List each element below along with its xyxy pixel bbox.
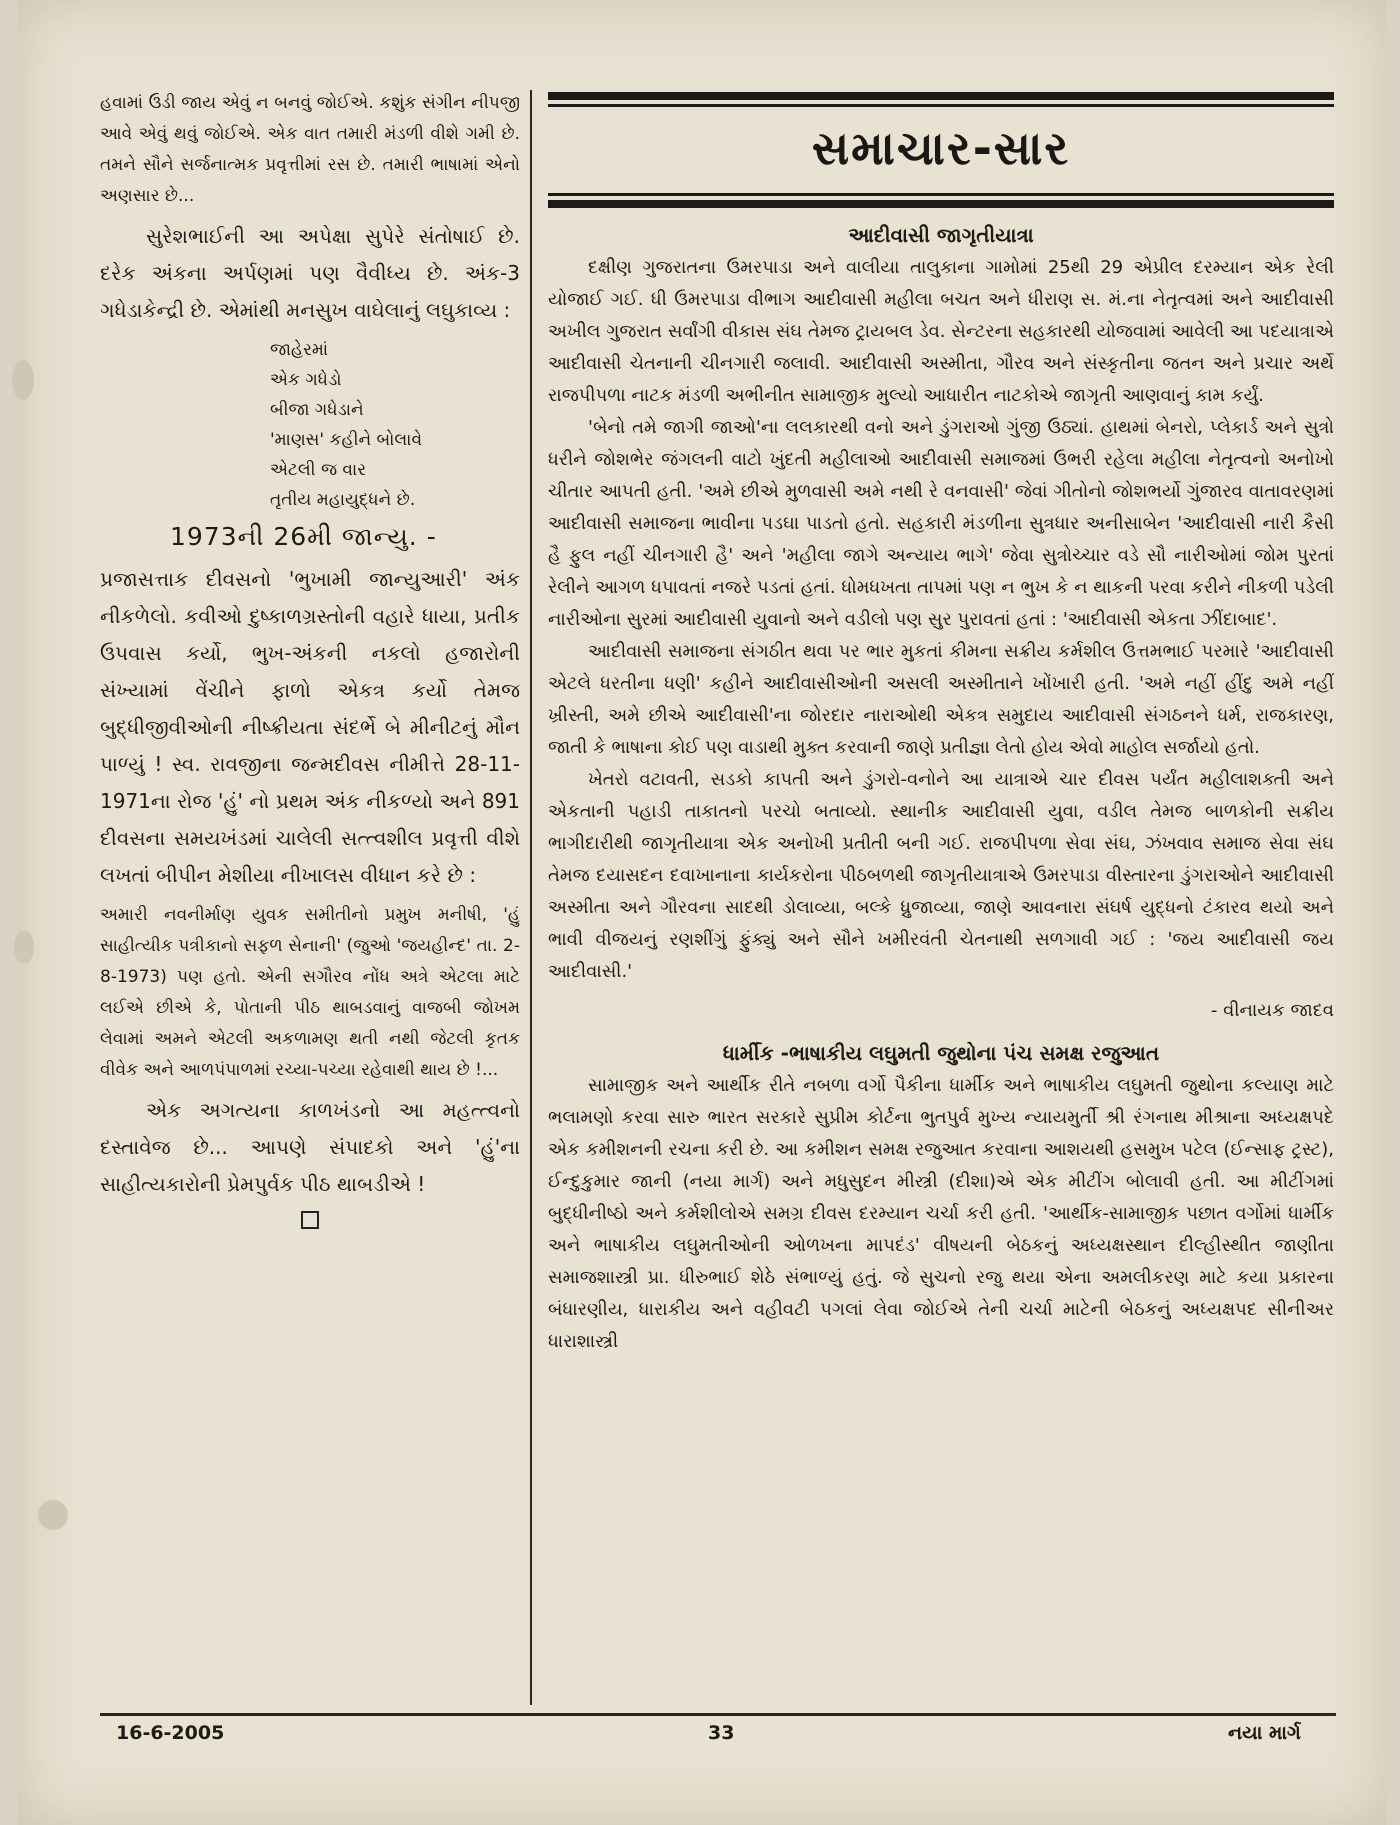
section-title: સમાચાર-સાર [811, 121, 1071, 175]
poem-line: 'માણસ' કહીને બોલાવે [270, 430, 423, 450]
paper-hole [38, 1500, 68, 1530]
poem-line: જાહેરમાં [270, 340, 329, 360]
masthead-top-rule [548, 92, 1334, 100]
article-2-para: સામાજીક અને આર્થીક રીતે નબળા વર્ગો પૈકીના ધાર્મીક અને ભાષાકીય લઘુમતી જુથોના કલ્યાણ માટે ભલામણો કરવા સારુ ભારત સરકારે સુપ્રીમ કોર્ટના ભુતપુર્વ મુખ્ય ન્યાયમુર્તી શ્રી રંગનાથ મીશ્રાના અધ્યક્ષપદે એક કમીશનની રચના કરી છે. આ કમીશન સમક્ષ રજુઆત કરવાના આશયથી હસમુખ પટેલ (ઈન્સાફ ટ્રસ્ટ), ઈન્દુકુમાર જાની (નયા માર્ગ) અને મધુસુદન મીસ્ત્રી (દીશા)એ એક મીટીંગ બોલાવી હતી. આ મીટીંગમાં બુદ્ધીનીષ્ઠો અને કર્મશીલોએ સમગ્ર દીવસ દરમ્યાન ચર્ચા કરી હતી. 'આર્થીક-સામાજીક પછાત વર્ગોમાં ધાર્મીક અને ભાષાકીય લઘુમતીઓની ઓળખના માપદંડ' વીષયની બેઠકનું અધ્યક્ષસ્થાન દીલ્હીસ્થીત જાણીતા સમાજશાસ્ત્રી પ્રા. ધીરુભાઈ શેઠે સંભાળ્યું હતું. જે સુચનો રજુ થયા એના અમલીકરણ માટે કયા પ્રકારના બંધારણીય, ધારાકીય અને વહીવટી પગલાં લેવા જોઈએ તેની ચર્ચા માટેની બેઠકનું અધ્યક્ષપદ સીનીઅર ધારાશાસ્ત્રી [548, 1075, 1334, 1352]
article-1-byline: - વીનાયક જાદવ [1210, 1000, 1334, 1021]
left-para-2: સુરેશભાઈની આ અપેક્ષા સુપેરે સંતોષાઈ છે. દરેક અંકના અર્પણમાં પણ વૈવીધ્ય છે. અંક-3 ગધેડાકેન્દ્રી છે. એમાંથી મનસુખ વાઘેલાનું લઘુકાવ્ય : [100, 224, 520, 322]
masthead-bottom-thin-rule [548, 193, 1334, 196]
end-mark-box [301, 1211, 319, 1229]
article-1-para: ખેતરો વટાવતી, સડકો કાપતી અને ડુંગરો-વનોને આ યાત્રાએ ચાર દીવસ પર્યંત મહીલાશક્તી અને એકતાની પહાડી તાકાતનો પરચો બતાવ્યો. સ્થાનીક આદીવાસી યુવા, વડીલ તેમજ બાળકોની સક્રીય ભાગીદારીથી જાગૃતીયાત્રા એક અનોખી પ્રતીતી બની ગઈ. રાજપીપળા સેવા સંઘ, ઝંખવાવ સમાજ સેવા સંઘ તેમજ દયાસદન દવાખાનાના કાર્યકરોના પીઠબળથી જાગૃતીયાત્રાએ ઉમરપાડા વીસ્તારના ડુંગરાઓને આદીવાસી અસ્મીતા અને ગૌરવના સાદથી ડોલાવ્યા, બલ્કે ધ્રુજાવ્યા, જાણે આવનારા સંઘર્ષ યુદ્ધનો ટંકારવ થયો અને ભાવી વીજયનું રણશીંગું ફુંક્યું અને સૌને ખમીરવંતી ચેતનાથી સળગાવી ગઈ : 'જય આદીવાસી જય આદીવાસી.' [548, 769, 1334, 982]
article-1-heading: આદીવાસી જાગૃતીયાત્રા [848, 223, 1034, 247]
article-1-para: દક્ષીણ ગુજરાતના ઉમરપાડા અને વાલીયા તાલુકાના ગામોમાં 25થી 29 એપ્રીલ દરમ્યાન એક રેલી યોજાઈ ગઈ. ધી ઉમરપાડા વીભાગ આદીવાસી મહીલા બચત અને ધીરાણ સ. મં.ના નેતૃત્વમાં અને આદીવાસી અખીલ ગુજરાત સર્વાંગી વીકાસ સંઘ તેમજ ટ્રાયબલ ડેવ. સેન્ટરના સહકારથી યોજવામાં આવેલી આ પદયાત્રાએ આદીવાસી ચેતનાની ચીનગારી જલાવી. આદીવાસી અસ્મીતા, ગૌરવ અને સંસ્કૃતીના જતન અને પ્રચાર અર્થે રાજપીપળા નાટક મંડળી અભીનીત સામાજીક મુલ્યો આધારીત નાટકોએ જાગૃતી આણવાનું કામ કર્યું. [548, 257, 1334, 406]
left-para-1: હવામાં ઉડી જાય એવું ન બનવું જોઈએ. કશુંક સંગીન નીપજી આવે એવું થવું જોઈએ. એક વાત તમારી મંડળી વીશે ગમી છે. તમને સૌને સર્જનાત્મક પ્રવૃત્તીમાં રસ છે. તમારી ભાષામાં એનો અણસાર છે... [100, 93, 520, 206]
footer-page-number: 33 [708, 1722, 735, 1744]
left-column [100, 88, 520, 1698]
paper-hole [14, 930, 34, 964]
masthead-bottom-rule [548, 200, 1334, 208]
article-2-heading: ધાર્મીક -ભાષાકીય લઘુમતી જુથોના પંચ સમક્ષ રજુઆત [722, 1041, 1160, 1065]
left-para-3: પ્રજાસત્તાક દીવસનો 'ભુખામી જાન્યુઆરી' અંક નીકળેલો. કવીઓ દુષ્કાળગ્રસ્તોની વહારે ધાયા, પ્રતીક ઉપવાસ કર્યો, ભુખ-અંકની નકલો હજારોની સંખ્યામાં વેંચીને ફાળો એકત્ર કર્યો તેમજ બુદ્ધીજીવીઓની નીષ્ક્રીયતા સંદર્ભે બે મીનીટનું મૌન પાળ્યું ! સ્વ. રાવજીના જન્મદીવસ નીમીત્તે 28-11-1971ના રોજ 'હું' નો પ્રથમ અંક નીકળ્યો અને 891 દીવસના સમયખંડમાં ચાલેલી સત્ત્વશીલ પ્રવૃત્તી વીશે લખતાં બીપીન મેશીયા નીખાલસ વીધાન કરે છે : [100, 567, 520, 887]
poem [270, 335, 520, 515]
poem-line: એક ગધેડો [270, 370, 342, 390]
date-line: 1973ની 26મી જાન્યુ. - [170, 522, 437, 551]
poem-line: એટલી જ વાર [270, 460, 366, 480]
right-column [548, 92, 1334, 1704]
paper-hole [12, 360, 34, 400]
column-divider [530, 90, 532, 1705]
poem-line: તૃતીય મહાયુદ્ધને છે. [270, 490, 416, 510]
left-quote: અમારી નવનીર્માણ યુવક સમીતીનો પ્રમુખ મનીષી, 'હું સાહીત્યીક પત્રીકાનો સફળ સેનાની' (જુઓ 'જયહીન્દ' તા. 2-8-1973) પણ હતો. એની સગૌરવ નોંધ અત્રે એટલા માટે લઈએ છીએ કે, પોતાની પીઠ થાબડવાનું વાજબી જોખમ લેવામાં અમને એટલી અકળામણ થતી નથી જેટલી કૃતક વીવેક અને આળપંપાળમાં રચ્યા-પચ્યા રહેવાથી થાય છે !... [100, 905, 520, 1080]
footer-publication: નયા માર્ગ [1228, 1722, 1301, 1744]
left-para-4: એક અગત્યના કાળખંડનો આ મહત્ત્વનો દસ્તાવેજ છે... આપણે સંપાદકો અને 'હું'ના સાહીત્યકારોની પ્રેમપુર્વક પીઠ થાબડીએ ! [100, 1098, 520, 1196]
poem-line: બીજા ગધેડાને [270, 400, 364, 420]
article-1-para: આદીવાસી સમાજના સંગઠીત થવા પર ભાર મુકતાં કીમના સક્રીય કર્મશીલ ઉત્તમભાઈ પરમારે 'આદીવાસી એટલે ધરતીના ધણી' કહીને આદીવાસીઓની અસલી અસ્મીતાને ખોંખારી હતી. 'અમે નહીં હીંદુ અમે નહીં ખ્રીસ્તી, અમે છીએ આદીવાસી'ના જોરદાર નારાઓથી એકત્ર સમુદાય આદીવાસી સંગઠનને ધર્મ, રાજકારણ, જાતી કે ભાષાના કોઈ પણ વાડાથી મુક્ત કરવાની જાણે પ્રતીજ્ઞા લેતો હોય એવો માહોલ સર્જાયો હતો. [548, 641, 1334, 758]
footer-date: 16-6-2005 [116, 1722, 225, 1744]
footer-rule [100, 1713, 1336, 1716]
newspaper-page [18, 0, 1386, 1825]
article-1-para: 'બેનો તમે જાગી જાઓ'ના લલકારથી વનો અને ડુંગરાઓ ગુંજી ઉઠ્યાં. હાથમાં બેનરો, પ્લેકાર્ડ અને સુત્રો ધરીને જોશભેર જંગલની વાટો ખુંદતી મહીલાઓ આદીવાસી સમાજમાં ઉભરી રહેલા મહીલા નેતૃત્વનો અનોખો ચીતાર આપતી હતી. 'અમે છીએ મુળવાસી અમે નથી રે વનવાસી' જેવાં ગીતોનો જોશભર્યો ગુંજારવ વાતાવરણમાં આદીવાસી સમાજના ભાવીના પડઘા પાડતો હતો. સહકારી મંડળીના સુત્રધાર અનીસાબેન 'આદીવાસી નારી કૈસી હૈ ફુલ નહીં ચીનગારી હૈ' અને 'મહીલા જાગે અન્યાય ભાગે' જેવા સુત્રોચ્ચાર વડે સૌ નારીઓમાં જોમ પુરતાં રેલીને આગળ ધપાવતાં નજરે પડતાં હતાં. ધોમધખતા તાપમાં પણ ન ભુખ કે ન થાકની પરવા કરીને નીકળી પડેલી નારીઓના સુરમાં આદીવાસી યુવાનો અને વડીલો પણ સુર પુરાવતાં હતાં : 'આદીવાસી એકતા ઝીંદાબાદ'. [548, 417, 1334, 630]
